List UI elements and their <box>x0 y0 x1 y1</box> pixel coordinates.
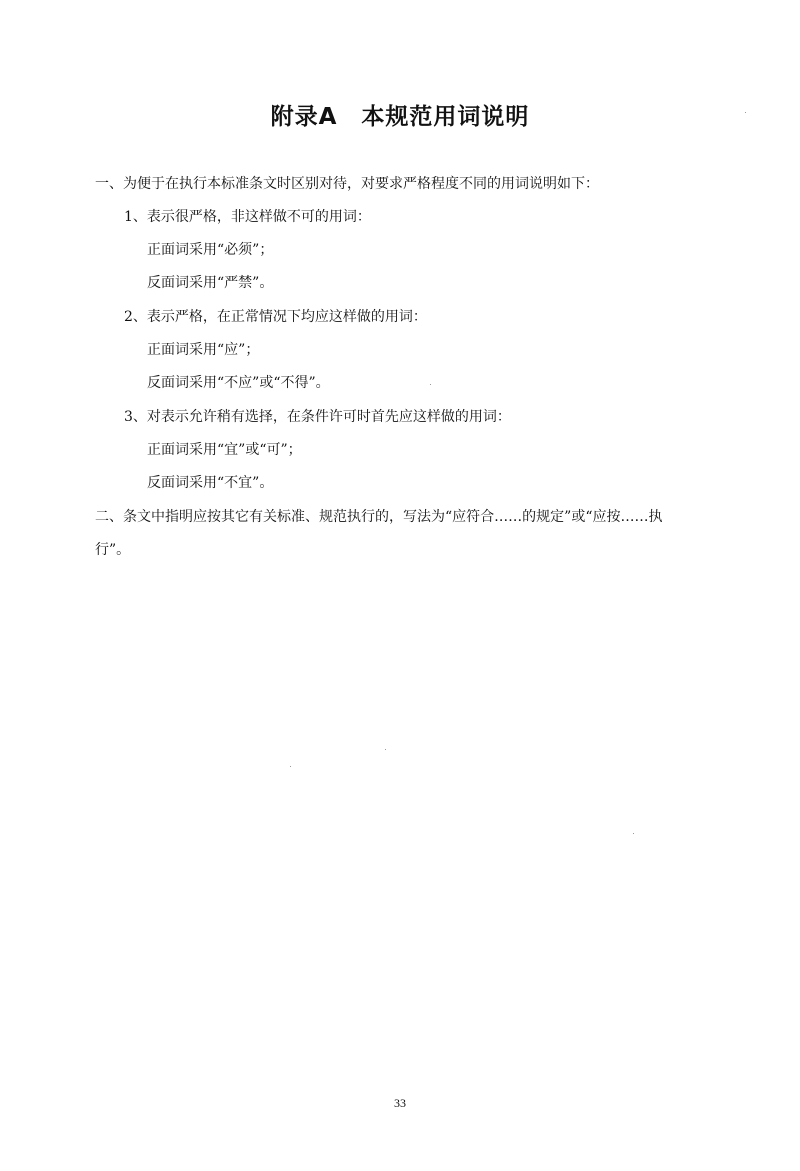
item-1-positive: 正面词采用“必须”； <box>147 242 274 258</box>
item-2-heading: 2、表示严格，在正常情况下均应这样做的用词： <box>124 309 427 325</box>
scan-speck <box>430 384 431 385</box>
item-1-negative: 反面词采用“严禁”。 <box>147 275 274 291</box>
section-two-line-2: 行”。 <box>95 542 131 558</box>
scan-speck <box>290 766 291 767</box>
item-3-negative: 反面词采用“不宜”。 <box>147 475 274 491</box>
page-title: 附录A 本规范用词说明 <box>270 104 530 130</box>
item-2-positive: 正面词采用“应”； <box>147 342 260 358</box>
scan-speck <box>633 833 634 834</box>
scan-speck <box>745 112 746 113</box>
item-1-heading: 1、表示很严格，非这样做不可的用词： <box>124 209 371 225</box>
scan-speck <box>385 749 386 750</box>
item-3-heading: 3、对表示允许稍有选择，在条件许可时首先应这样做的用词： <box>124 409 511 425</box>
item-3-positive: 正面词采用“宜”或“可”； <box>147 442 302 458</box>
page-number: 33 <box>394 1096 406 1110</box>
section-one-intro: 一、为便于在执行本标准条文时区别对待，对要求严格程度不同的用词说明如下： <box>95 176 599 192</box>
item-2-negative: 反面词采用“不应”或“不得”。 <box>147 375 330 391</box>
section-two-line-1: 二、条文中指明应按其它有关标准、规范执行的，写法为“应符合……的规定”或“应按……执 <box>95 509 663 525</box>
